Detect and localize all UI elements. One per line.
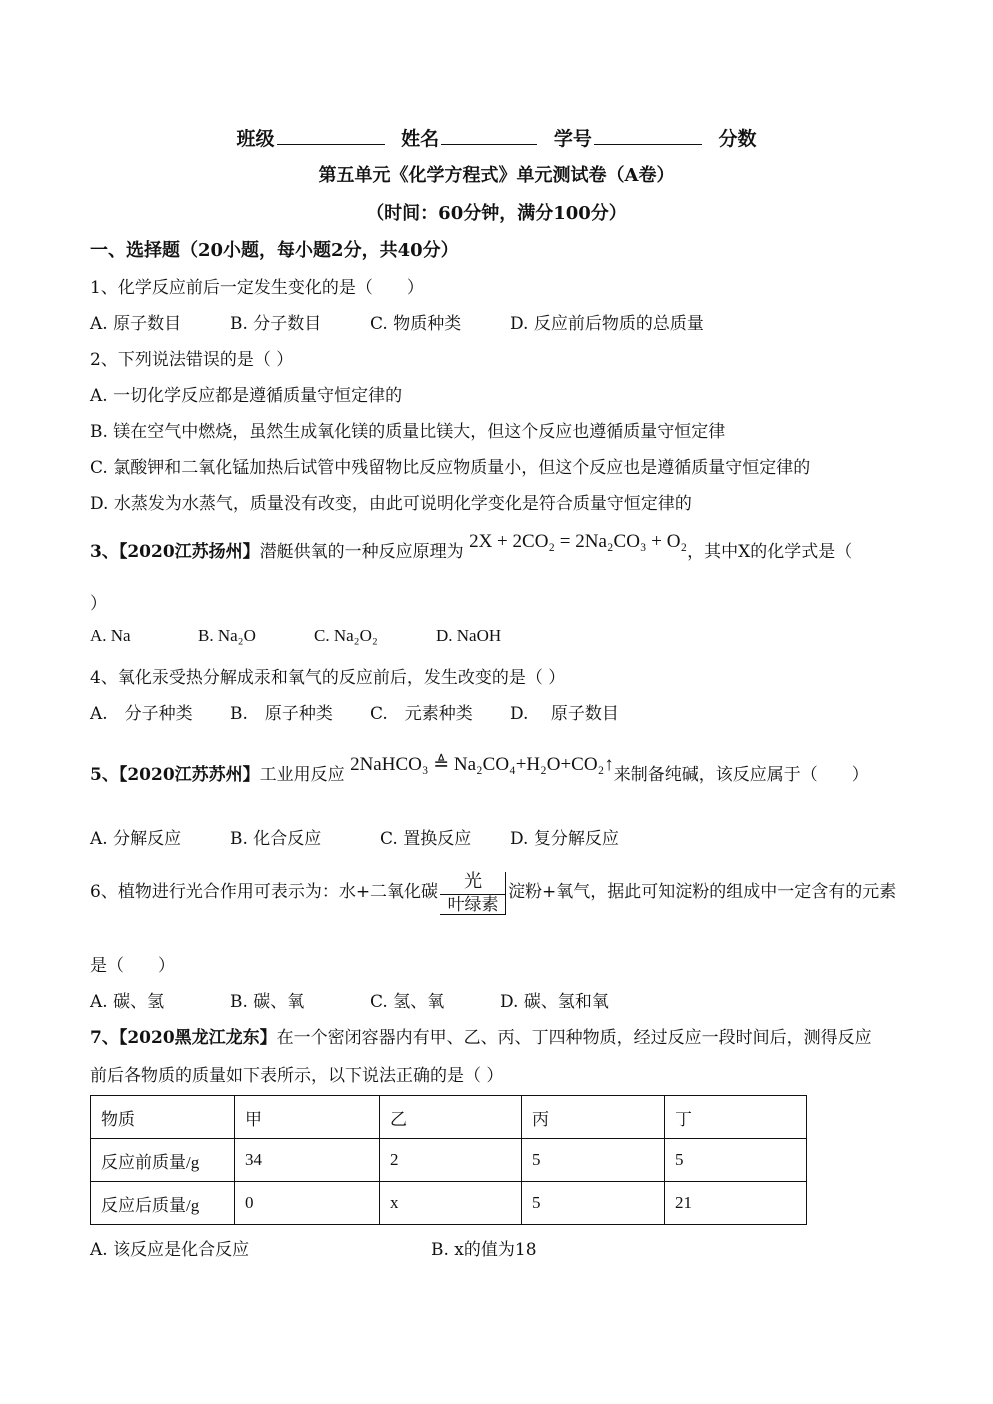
q2-option-c[interactable]: C. 氯酸钾和二氧化锰加热后试管中残留物比反应物质量小，但这个反应也是遵循质量守恒定律的 xyxy=(90,458,811,478)
q3-source: 【2020江苏扬州】 xyxy=(118,542,260,562)
q7-option-b[interactable]: B. x的值为18 xyxy=(431,1240,537,1260)
q5-equation: 2NaHCO₃ ≜ Na₂CO₄+H₂O+CO₂↑ xyxy=(350,754,614,775)
q7-stem-cont: 前后各物质的质量如下表所示，以下说法正确的是（ ） xyxy=(90,1066,504,1086)
condition-right-border xyxy=(505,872,506,914)
q4-option-c[interactable]: C. 元素种类 xyxy=(370,704,473,724)
table-header-cell: 丁 xyxy=(665,1096,807,1139)
table-row xyxy=(91,1182,807,1225)
q3-option-d[interactable]: D. NaOH xyxy=(436,626,502,645)
table-cell: x xyxy=(380,1182,522,1225)
q3-equation: 2X + 2CO₂ = 2Na₂CO₃ + O₂ xyxy=(469,531,688,552)
q2-option-a[interactable]: A. 一切化学反应都是遵循质量守恒定律的 xyxy=(90,386,403,406)
q7-source: 【2020黑龙江龙东】 xyxy=(118,1028,277,1048)
q6-option-c[interactable]: C. 氢、氧 xyxy=(370,992,445,1012)
class-label: 班级 xyxy=(236,128,275,150)
q3-option-a[interactable]: A. Na xyxy=(90,626,131,645)
q4-option-d[interactable]: D. 原子数目 xyxy=(510,704,619,724)
reaction-condition-box xyxy=(440,872,506,914)
q1-option-a[interactable]: A. 原子数目 xyxy=(90,314,182,334)
condition-chlorophyll: 叶绿素 xyxy=(440,896,506,915)
q5-option-d[interactable]: D. 复分解反应 xyxy=(510,829,619,849)
q5-option-c[interactable]: C. 置换反应 xyxy=(380,829,472,849)
table-cell: 反应前质量/g xyxy=(91,1139,235,1182)
name-blank[interactable] xyxy=(441,126,537,145)
q7-stem xyxy=(90,1023,872,1048)
table-row xyxy=(91,1139,807,1182)
q6-options xyxy=(90,987,609,1012)
id-blank[interactable] xyxy=(594,126,702,145)
table-header-cell: 甲 xyxy=(235,1096,380,1139)
q2-stem: 2、下列说法错误的是（ ） xyxy=(90,350,294,370)
table-cell: 5 xyxy=(522,1182,665,1225)
table-cell: 5 xyxy=(665,1139,807,1182)
table-cell: 0 xyxy=(235,1182,380,1225)
section-title: 一、选择题（20小题，每小题2分，共40分） xyxy=(90,240,459,261)
class-blank[interactable] xyxy=(277,126,385,145)
q2-option-b[interactable]: B. 镁在空气中燃烧，虽然生成氧化镁的质量比镁大，但这个反应也遵循质量守恒定律 xyxy=(90,422,726,442)
q4-stem: 4、氧化汞受热分解成汞和氧气的反应前后，发生改变的是（ ） xyxy=(90,668,566,688)
q6-stem-pre: 6、植物进行光合作用可表示为：水+二氧化碳 xyxy=(90,882,439,902)
q1-option-c[interactable]: C. 物质种类 xyxy=(370,314,462,334)
table-header-cell: 物质 xyxy=(91,1096,235,1139)
table-header-cell: 乙 xyxy=(380,1096,522,1139)
q3-option-b[interactable]: B. Na₂O xyxy=(198,626,256,645)
table-cell: 21 xyxy=(665,1182,807,1225)
q6-stem xyxy=(90,871,896,914)
table-cell: 反应后质量/g xyxy=(91,1182,235,1225)
q5-stem-pre: 工业用反应 xyxy=(259,765,345,785)
page-title: 第五单元《化学方程式》单元测试卷（A卷） xyxy=(318,165,675,186)
q1-options xyxy=(90,309,704,334)
q3-number: 3、 xyxy=(90,542,119,562)
q5-stem-post: 来制备纯碱，该反应属于（ ） xyxy=(613,765,869,785)
q1-option-d[interactable]: D. 反应前后物质的总质量 xyxy=(510,314,704,334)
table-cell: 5 xyxy=(522,1139,665,1182)
q3-stem-pre: 潜艇供氧的一种反应原理为 xyxy=(259,542,464,562)
q6-stem-post: 淀粉+氧气，据此可知淀粉的组成中一定含有的元素 xyxy=(508,882,897,902)
table-header-row xyxy=(91,1096,807,1139)
q7-options xyxy=(90,1235,537,1260)
q6-option-a[interactable]: A. 碳、氢 xyxy=(90,992,165,1012)
condition-light: 光 xyxy=(464,870,483,892)
q6-option-b[interactable]: B. 碳、氧 xyxy=(230,992,305,1012)
q3-stem-close: ） xyxy=(90,594,107,614)
student-info-line xyxy=(0,124,993,151)
q7-number: 7、 xyxy=(90,1028,119,1048)
mass-table xyxy=(90,1095,807,1225)
q5-number: 5、 xyxy=(90,765,119,785)
id-label: 学号 xyxy=(553,128,592,150)
q3-stem-post: ，其中X的化学式是（ xyxy=(687,542,853,562)
q3-option-c[interactable]: C. Na₂O₂ xyxy=(314,626,378,645)
q5-option-a[interactable]: A. 分解反应 xyxy=(90,829,182,849)
q6-option-d[interactable]: D. 碳、氢和氧 xyxy=(500,992,609,1012)
table-cell: 2 xyxy=(380,1139,522,1182)
q6-stem-cont: 是（ ） xyxy=(90,956,175,976)
q4-option-b[interactable]: B. 原子种类 xyxy=(230,704,333,724)
q5-stem xyxy=(90,754,869,786)
q7-option-a[interactable]: A. 该反应是化合反应 xyxy=(90,1240,250,1260)
q5-option-b[interactable]: B. 化合反应 xyxy=(230,829,322,849)
table-cell: 34 xyxy=(235,1139,380,1182)
q1-option-b[interactable]: B. 分子数目 xyxy=(230,314,322,334)
q4-options xyxy=(90,699,619,724)
name-label: 姓名 xyxy=(401,128,440,150)
score-label: 分数 xyxy=(718,128,757,150)
q3-stem xyxy=(90,531,853,563)
q4-option-a[interactable]: A. 分子种类 xyxy=(90,704,193,724)
table-header-cell: 丙 xyxy=(522,1096,665,1139)
q5-source: 【2020江苏苏州】 xyxy=(118,765,260,785)
page-subtitle: （时间：60分钟，满分100分） xyxy=(366,203,627,224)
q1-stem: 1、化学反应前后一定发生变化的是（ ） xyxy=(90,278,424,298)
q7-stem-pre: 在一个密闭容器内有甲、乙、丙、丁四种物质，经过反应一段时间后，测得反应 xyxy=(276,1028,872,1048)
q3-options xyxy=(90,626,501,646)
q2-option-d[interactable]: D. 水蒸发为水蒸气，质量没有改变，由此可说明化学变化是符合质量守恒定律的 xyxy=(90,494,692,514)
q5-options xyxy=(90,824,619,849)
